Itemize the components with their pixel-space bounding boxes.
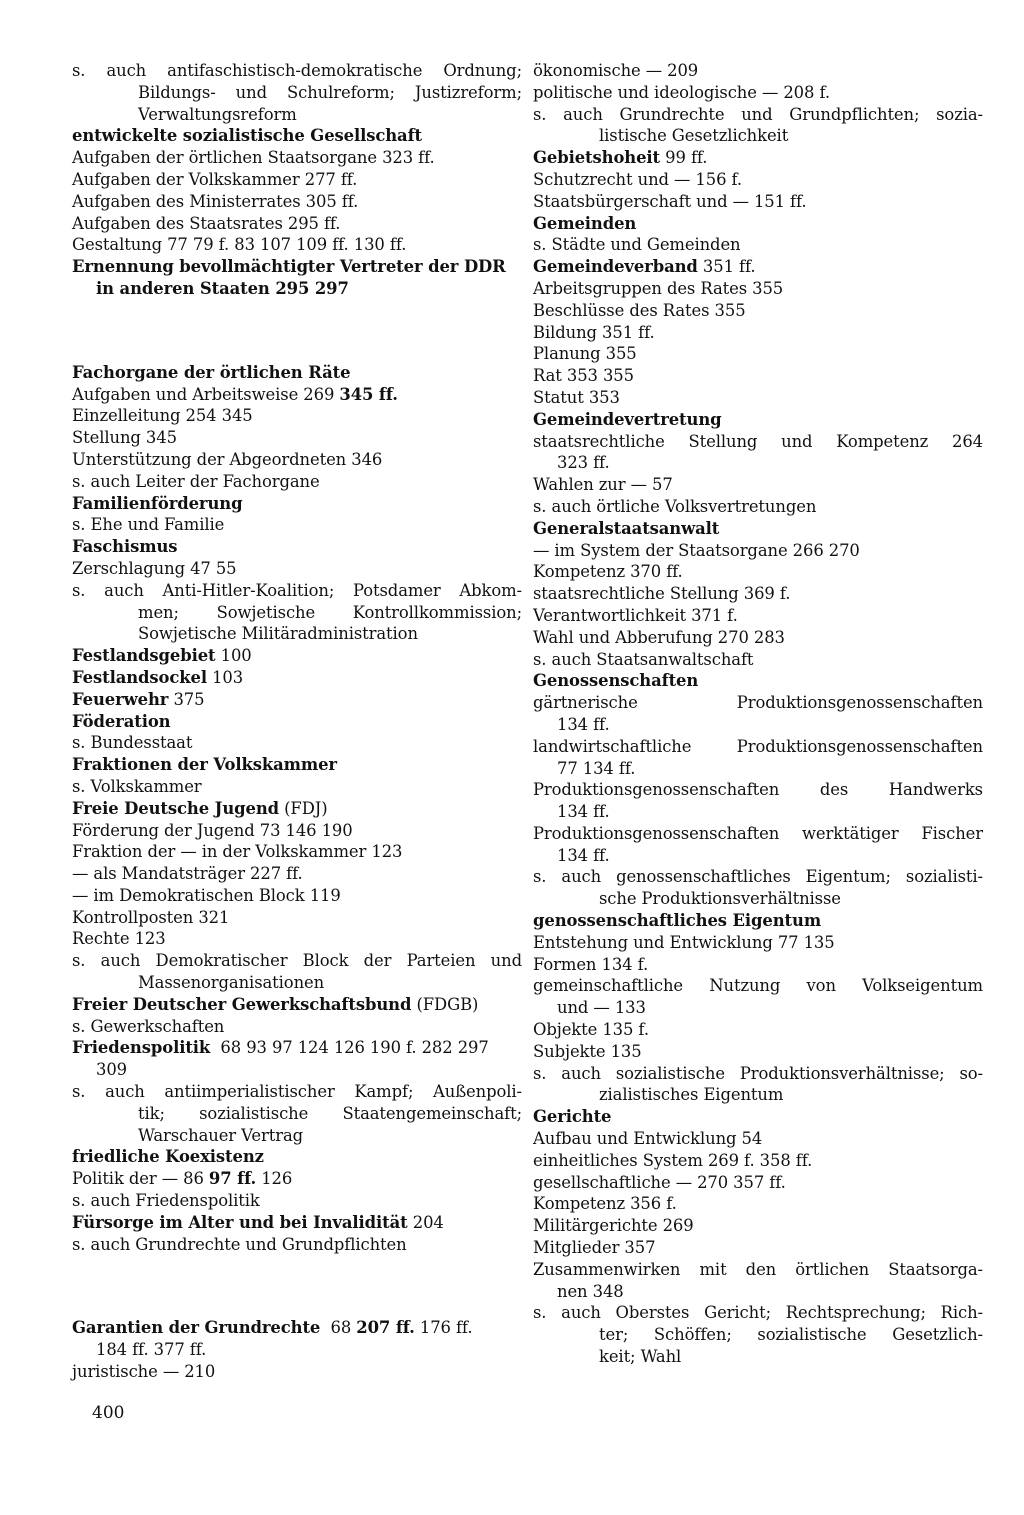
- index-line: Stellung 345: [72, 428, 177, 448]
- index-line: Militärgerichte 269: [533, 1216, 694, 1236]
- index-line: Bildung 351 ff.: [533, 322, 655, 342]
- index-line: landwirtschaftliche Produktionsgenossenschaften: [533, 736, 983, 756]
- index-heading: entwickelte sozialistische Gesellschaft: [72, 126, 423, 146]
- index-line: gärtnerische Produktionsgenossenschaften: [533, 693, 983, 713]
- index-column-right: [533, 60, 983, 1368]
- index-line: staatsrechtliche Stellung 369 f.: [533, 584, 791, 604]
- index-line: Verwaltungsreform: [138, 104, 297, 124]
- index-line: s. auch Leiter der Fachorgane: [72, 471, 320, 491]
- index-line: juristische — 210: [72, 1362, 216, 1382]
- index-line: s. auch antifaschistisch-demokratische Ordnung;: [72, 61, 522, 80]
- index-line: Förderung der Jugend 73 146 190: [72, 820, 353, 840]
- index-line: Arbeitsgruppen des Rates 355: [533, 278, 784, 298]
- index-line: — als Mandatsträger 227 ff.: [72, 864, 303, 884]
- index-line: Kompetenz 356 f.: [533, 1194, 677, 1214]
- index-line: einheitliches System 269 f. 358 ff.: [533, 1150, 813, 1170]
- index-line: s. auch Staatsanwaltschaft: [533, 649, 754, 669]
- index-line: Fürsorge im Alter und bei Invalidität 204: [72, 1212, 444, 1232]
- index-line: Rat 353 355: [533, 366, 634, 386]
- index-line: Unterstützung der Abgeordneten 346: [72, 449, 383, 469]
- index-heading: Fachorgane der örtlichen Räte: [72, 362, 351, 382]
- index-line: 134 ff.: [557, 802, 610, 822]
- index-line: s. Gewerkschaften: [72, 1016, 225, 1036]
- index-line: Produktionsgenossenschaften des Handwerks: [533, 780, 983, 800]
- index-line: Gestaltung 77 79 f. 83 107 109 ff. 130 ff.: [72, 235, 407, 255]
- index-line: Garantien der Grundrechte 68 207 ff. 176 ff.: [72, 1318, 473, 1338]
- index-line: listische Gesetzlichkeit: [599, 126, 789, 146]
- index-line: Staatsbürgerschaft und — 151 ff.: [533, 191, 807, 211]
- index-line: sche Produktionsverhältnisse: [599, 889, 841, 909]
- index-heading: Föderation: [72, 711, 171, 731]
- index-line: Sowjetische Militäradministration: [138, 624, 418, 644]
- index-line: s. Städte und Gemeinden: [533, 235, 741, 255]
- index-heading: Gerichte: [533, 1107, 612, 1127]
- index-line: 134 ff.: [557, 714, 610, 734]
- index-line: Formen 134 f.: [533, 954, 649, 974]
- index-line: zialistisches Eigentum: [599, 1085, 784, 1105]
- index-column-left: [72, 60, 522, 1383]
- index-line: Wahl und Abberufung 270 283: [533, 627, 785, 647]
- index-line: s. auch genossenschaftliches Eigentum; sozialisti-: [533, 867, 983, 887]
- index-line: Zerschlagung 47 55: [72, 558, 237, 578]
- index-line: Aufgaben der Volkskammer 277 ff.: [72, 169, 358, 189]
- index-line: s. auch Friedenspolitik: [72, 1191, 260, 1211]
- index-line: Beschlüsse des Rates 355: [533, 300, 746, 320]
- index-line: gesellschaftliche — 270 357 ff.: [533, 1172, 786, 1192]
- index-line: und — 133: [557, 998, 646, 1018]
- index-line: 309: [96, 1060, 127, 1080]
- index-heading: Ernennung bevollmächtigter Vertreter der DDR: [72, 257, 506, 277]
- index-line: Verantwortlichkeit 371 f.: [533, 605, 738, 625]
- index-line: Rechte 123: [72, 929, 166, 949]
- index-line: 184 ff. 377 ff.: [96, 1340, 207, 1360]
- page-number: 400: [92, 1403, 125, 1423]
- index-heading: Gemeindevertretung: [533, 409, 722, 429]
- index-line: Gebietshoheit 99 ff.: [533, 148, 708, 168]
- index-line: s. Volkskammer: [72, 776, 202, 796]
- index-line: Zusammenwirken mit den örtlichen Staatsorga-: [533, 1259, 983, 1279]
- index-line: tik; sozialistische Staatengemeinschaft;: [138, 1103, 522, 1123]
- index-line: Festlandsockel 103: [72, 667, 244, 687]
- index-line: — im Demokratischen Block 119: [72, 885, 341, 905]
- index-line: keit; Wahl: [599, 1347, 682, 1367]
- index-line: ökonomische — 209: [533, 61, 699, 80]
- index-line: 323 ff.: [557, 453, 610, 473]
- index-line: Warschauer Vertrag: [138, 1125, 304, 1145]
- index-line: Freie Deutsche Jugend (FDJ): [72, 798, 328, 818]
- index-heading: Genossenschaften: [533, 671, 699, 691]
- index-line: nen 348: [557, 1281, 624, 1301]
- index-line: Objekte 135 f.: [533, 1020, 649, 1040]
- index-line: Fraktion der — in der Volkskammer 123: [72, 842, 403, 862]
- index-line: Statut 353: [533, 387, 620, 407]
- index-line: s. auch sozialistische Produktionsverhältnisse; so-: [533, 1063, 983, 1083]
- index-line: Kontrollposten 321: [72, 907, 230, 927]
- index-line: Friedenspolitik 68 93 97 124 126 190 f. 282 297: [72, 1038, 489, 1058]
- index-line: Mitglieder 357: [533, 1238, 656, 1258]
- index-line: s. auch Demokratischer Block der Parteien und: [72, 951, 522, 971]
- index-line: Einzelleitung 254 345: [72, 406, 253, 426]
- index-line: s. auch Oberstes Gericht; Rechtsprechung; Rich-: [533, 1303, 983, 1323]
- index-line: — im System der Staatsorgane 266 270: [533, 540, 860, 560]
- index-heading: genossenschaftliches Eigentum: [533, 911, 822, 931]
- index-line: Planung 355: [533, 344, 637, 364]
- index-heading: Fraktionen der Volkskammer: [72, 755, 337, 775]
- index-line: Aufgaben des Ministerrates 305 ff.: [72, 191, 359, 211]
- index-line: s. auch Grundrechte und Grundpflichten: [72, 1234, 407, 1254]
- index-line: Aufgaben des Staatsrates 295 ff.: [72, 213, 341, 233]
- index-line: Aufgaben und Arbeitsweise 269 345 ff.: [72, 384, 398, 404]
- index-line: staatsrechtliche Stellung und Kompetenz 264: [533, 431, 983, 451]
- index-line: men; Sowjetische Kontrollkommission;: [138, 602, 522, 622]
- index-line: 77 134 ff.: [557, 758, 636, 778]
- index-line: Festlandsgebiet 100: [72, 646, 252, 666]
- index-line: s. Bundesstaat: [72, 733, 193, 753]
- index-line: Massenorganisationen: [138, 973, 325, 993]
- index-line: Schutzrecht und — 156 f.: [533, 169, 743, 189]
- index-line: Produktionsgenossenschaften werktätiger Fischer: [533, 823, 983, 843]
- index-line: Freier Deutscher Gewerkschaftsbund (FDGB): [72, 994, 479, 1014]
- index-line: Subjekte 135: [533, 1041, 642, 1061]
- index-line: gemeinschaftliche Nutzung von Volkseigentum: [533, 976, 983, 996]
- index-line: s. auch Anti-Hitler-Koalition; Potsdamer Abkom-: [72, 580, 522, 600]
- index-line: Gemeindeverband 351 ff.: [533, 257, 756, 277]
- index-line: Aufbau und Entwicklung 54: [533, 1129, 763, 1149]
- index-line: Feuerwehr 375: [72, 689, 205, 709]
- index-line: Kompetenz 370 ff.: [533, 562, 683, 582]
- index-line: s. auch antiimperialistischer Kampf; Außenpoli-: [72, 1082, 522, 1102]
- index-line: Entstehung und Entwicklung 77 135: [533, 932, 835, 952]
- index-heading: Generalstaatsanwalt: [533, 518, 720, 538]
- index-line: Bildungs- und Schulreform; Justizreform;: [138, 82, 522, 102]
- index-line: politische und ideologische — 208 f.: [533, 82, 830, 102]
- index-heading: Familienförderung: [72, 493, 243, 513]
- index-heading: Faschismus: [72, 537, 178, 557]
- index-line: Aufgaben der örtlichen Staatsorgane 323 ff.: [72, 148, 435, 168]
- index-heading: in anderen Staaten 295 297: [96, 278, 349, 298]
- index-line: s. Ehe und Familie: [72, 515, 225, 535]
- index-line: Politik der — 86 97 ff. 126: [72, 1169, 293, 1189]
- index-line: 134 ff.: [557, 845, 610, 865]
- index-line: s. auch Grundrechte und Grundpflichten; sozia-: [533, 104, 983, 124]
- index-heading: friedliche Koexistenz: [72, 1147, 264, 1167]
- index-heading: Gemeinden: [533, 213, 637, 233]
- index-line: s. auch örtliche Volksvertretungen: [533, 496, 817, 516]
- index-line: Wahlen zur — 57: [533, 475, 673, 495]
- index-line: ter; Schöffen; sozialistische Gesetzlich-: [599, 1325, 983, 1345]
